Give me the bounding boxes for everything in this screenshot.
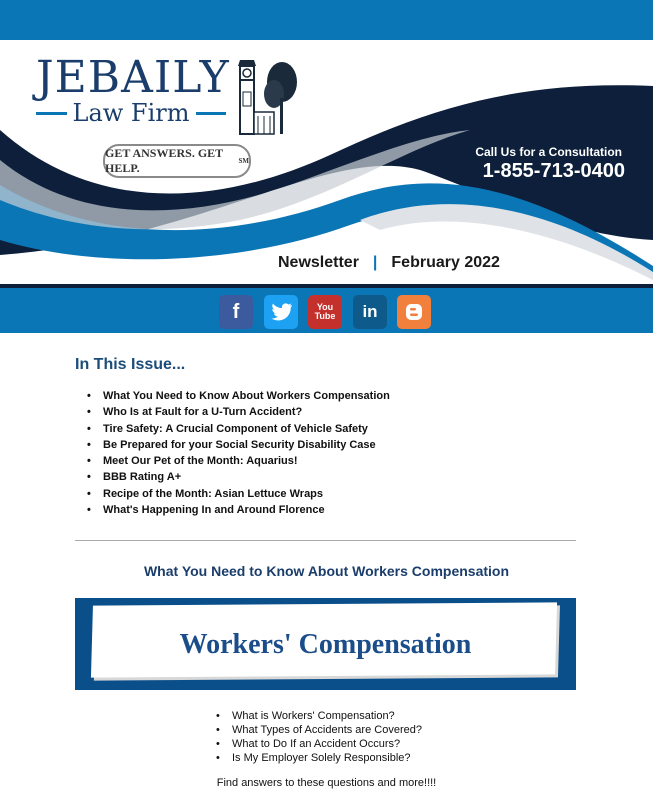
article-title: What You Need to Know About Workers Compensation: [143, 563, 510, 579]
firm-logo-name: JEBAILY: [36, 52, 230, 103]
phone-number-link[interactable]: 1-855-713-0400: [482, 160, 625, 182]
question-item: • Is My Employer Solely Responsible?: [216, 751, 422, 765]
linkedin-icon[interactable]: in: [353, 295, 387, 329]
toc-item[interactable]: • Who Is at Fault for a U-Turn Accident?: [87, 404, 390, 420]
toc-item[interactable]: • BBB Rating A+: [87, 469, 390, 485]
toc-item[interactable]: • Meet Our Pet of the Month: Aquarius!: [87, 453, 390, 469]
toc-item[interactable]: • Tire Safety: A Crucial Component of Vehicle Safety: [87, 421, 390, 437]
toc-item[interactable]: • Recipe of the Month: Asian Lettuce Wraps: [87, 486, 390, 502]
section-divider: [75, 540, 576, 541]
toc-item[interactable]: • What's Happening In and Around Florence: [87, 502, 390, 518]
twitter-icon[interactable]: [264, 295, 298, 329]
closing-text: Find answers to these questions and more!!!!: [216, 777, 437, 789]
tagline-badge: GET ANSWERS. GET HELP. SM: [103, 144, 251, 178]
question-item: • What to Do If an Accident Occurs?: [216, 737, 422, 751]
article-question-list: [216, 709, 422, 765]
social-bar: [0, 288, 653, 333]
workers-comp-banner: [75, 598, 576, 690]
toc-item[interactable]: • What You Need to Know About Workers Compensation: [87, 388, 390, 404]
consultation-label: Call Us for a Consultation: [475, 145, 622, 159]
clock-tower-icon: [232, 52, 300, 138]
question-item: • What is Workers' Compensation?: [216, 709, 422, 723]
newsletter-title: Newsletter | February 2022: [278, 254, 500, 271]
top-bar: [0, 0, 653, 40]
newsletter-header: [0, 40, 653, 286]
toc-item[interactable]: • Be Prepared for your Social Security Disability Case: [87, 437, 390, 453]
blogger-icon[interactable]: [397, 295, 431, 329]
banner-title: Workers' Compensation: [179, 629, 472, 660]
firm-logo-subtitle: Law Firm: [36, 100, 226, 126]
facebook-icon[interactable]: f: [219, 295, 253, 329]
youtube-icon[interactable]: You Tube: [308, 295, 342, 329]
question-item: • What Types of Accidents are Covered?: [216, 723, 422, 737]
in-this-issue-heading: In This Issue...: [75, 356, 186, 373]
issue-toc-list: [87, 388, 390, 518]
